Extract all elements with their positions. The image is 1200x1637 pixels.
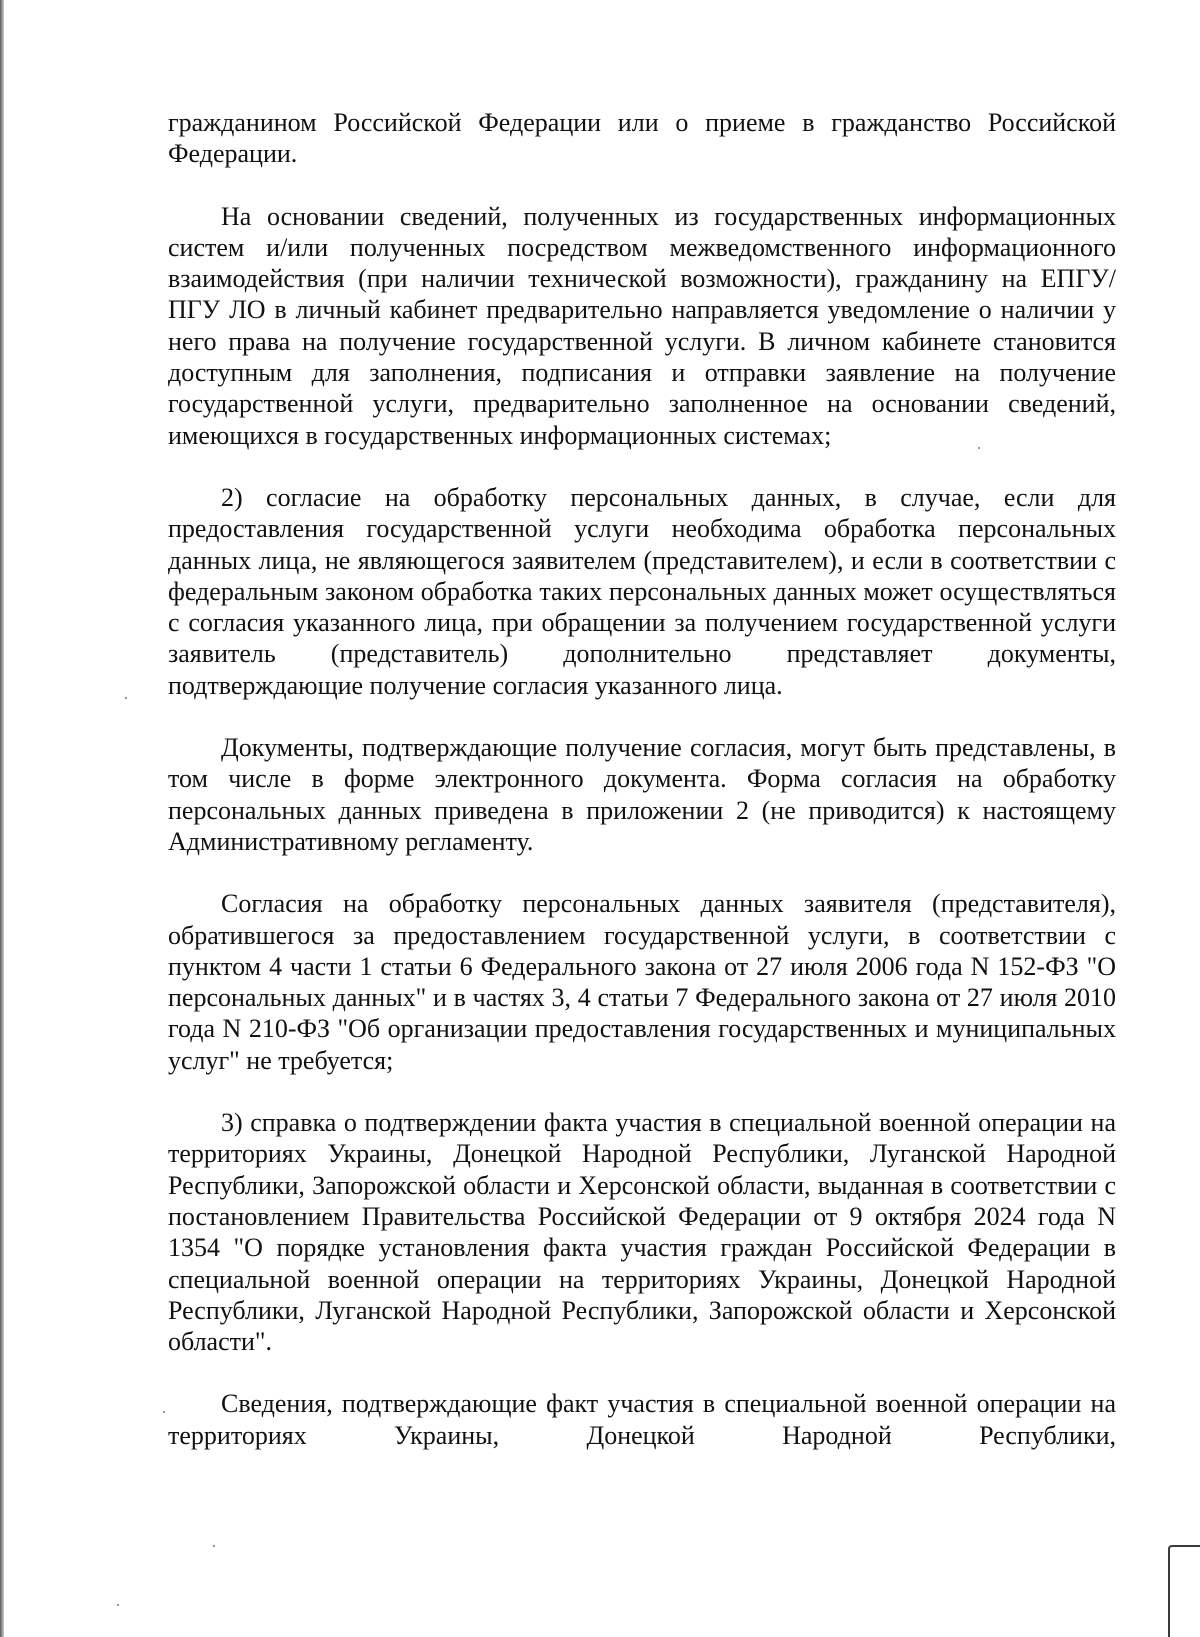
paragraph-item-3-certificate: 3) справка о подтверждении факта участия в специальной военной операции на территориях Украины, Донецкой Народной Республики, Луганской Народной Республики, Запорожской области и Херсонской области, выданная в соответствии с постановлением Правительства Российской Федерации от 9 октября 2024 года N 1354 "О порядке установления факта участия граждан Российской Федерации в специальной военной операции на территориях Украины, Донецкой Народной Республики, Луганской Народной Республики, Запорожской области и Херсонской области". [168, 1108, 1116, 1357]
scan-speck [125, 697, 127, 699]
scan-speck [213, 1545, 215, 1547]
paragraph-citizenship-continuation: гражданином Российской Федерации или о приеме в гражданство Российской Федерации. [168, 108, 1116, 169]
paragraph-participation-info: Сведения, подтверждающие факт участия в специальной военной операции на территориях Украины, Донецкой Народной Республики, [168, 1389, 1116, 1450]
scan-page-corner [1168, 1545, 1200, 1637]
paragraph-item-2-consent: 2) согласие на обработку персональных данных, в случае, если для предоставления государственной услуги необходима обработка персональных данных лица, не являющегося заявителем (представителем), и если в соответствии с федеральным законом обработка таких персональных данных может осуществляться с согласия указанного лица, при обращении за получением государственной услуги заявитель (представитель) дополнительно представляет документы, подтверждающие получение согласия указанного лица. [168, 482, 1116, 700]
paragraph-consent-documents: Документы, подтверждающие получение согласия, могут быть представлены, в том числе в форме электронного документа. Форма согласия на обработку персональных данных приведена в приложении 2 (не приводится) к настоящему Административному регламенту. [168, 733, 1116, 856]
scan-left-edge [0, 0, 4, 1637]
document-body [168, 107, 1116, 1482]
paragraph-notification: На основании сведений, полученных из государственных информационных систем и/или полученных посредством межведомственного информационного взаимодействия (при наличии технической возможности), гражданину на ЕПГУ/ПГУ ЛО в личный кабинет предварительно направляется уведомление о наличии у него права на получение государственной услуги. В личном кабинете становится доступным для заполнения, подписания и отправки заявление на получение государственной услуги, предварительно заполненное на основании сведений, имеющихся в государственных информационных системах; [168, 201, 1116, 450]
paragraph-consent-not-required: Согласия на обработку персональных данных заявителя (представителя), обратившегося за предоставлением государственной услуги, в соответствии с пунктом 4 части 1 статьи 6 Федерального закона от 27 июля 2006 года N 152-ФЗ "О персональных данных" и в частях 3, 4 статьи 7 Федерального закона от 27 июля 2010 года N 210-ФЗ "Об организации предоставления государственных и муниципальных услуг" не требуется; [168, 889, 1116, 1075]
scan-speck [117, 1604, 119, 1606]
scan-speck [163, 1411, 165, 1413]
